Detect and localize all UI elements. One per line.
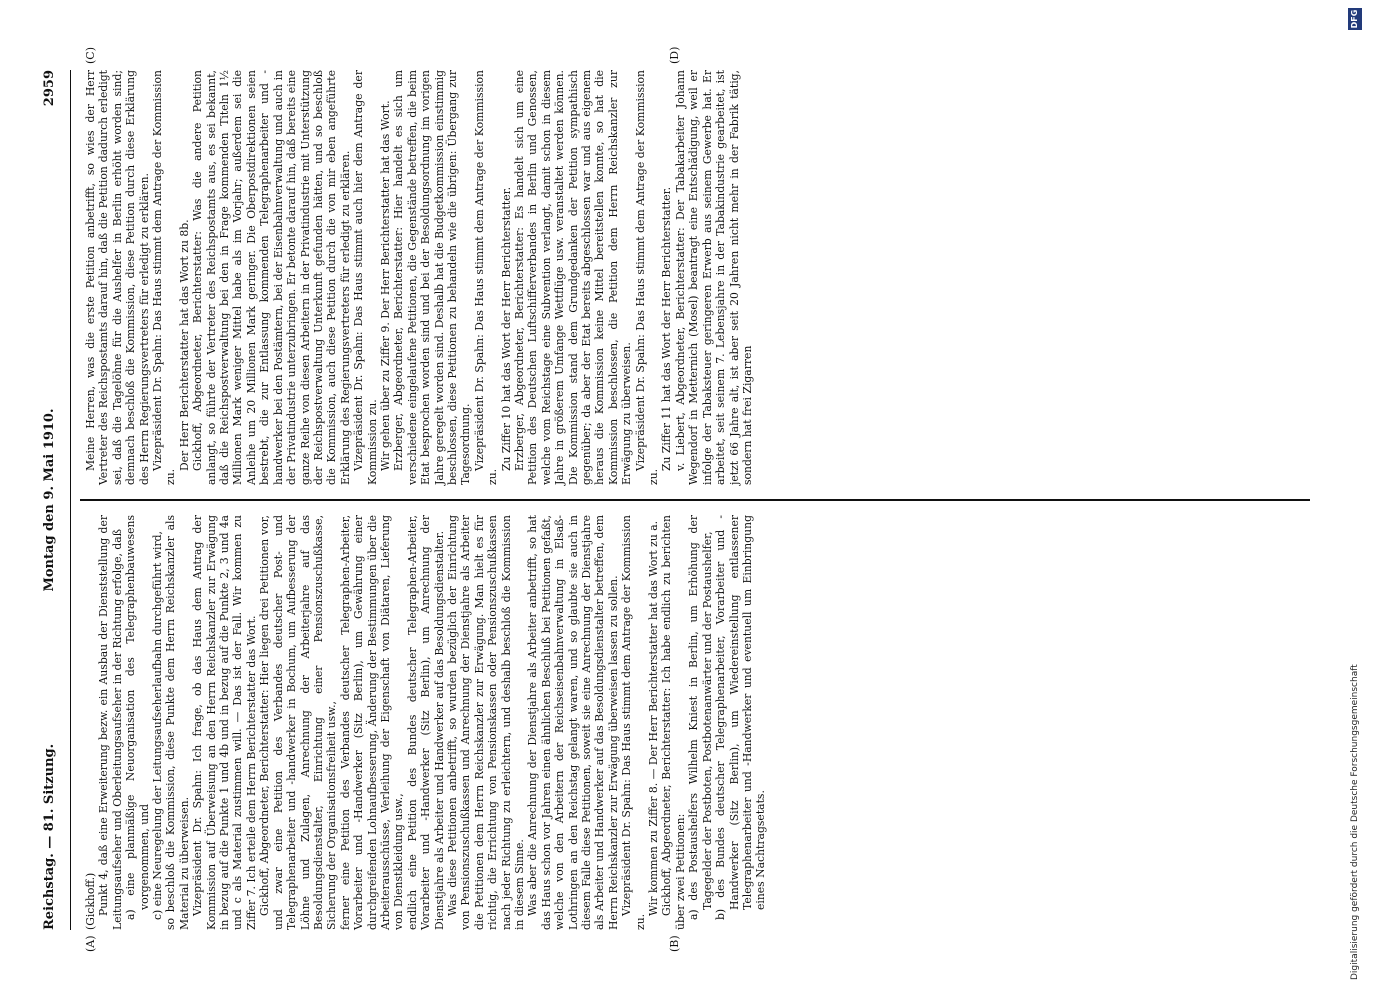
paragraph: Zu Ziffer 10 hat das Wort der Herr Berichterstatter. (499, 186, 513, 471)
paragraph: Gickhoff, Abgeordneter, Berichterstatter: Ich habe endlich zu berichten über zwei Petitionen: (660, 515, 687, 930)
paragraph: ferner eine Petition des Verbandes deutscher Telegraphen-Arbeiter, Vorarbeiter und -Handwerker (Sitz Berlin), um Gewährung einer durchgreifenden Lohnaufbesserung, Änderung der Bestimmungen über die Arbeiterausschüsse, Verleihung der Eigenschaft von Diätaren, Lieferung von Dienstkleidung usw., (338, 515, 406, 930)
paragraph: Erzberger, Abgeordneter, Berichterstatter: Hier handelt es sich um verschiedene eingelaufene Petitionen, die Gegenstände betreffen, die beim Etat besprochen worden sind und bei der Besoldungsordnung im vorigen Jahre geregelt worden sind. Deshalb hat die Budgetkommission einstimmig beschlossen, diese Petitionen zu behandeln wie die übrigen: Übergang zur Tagesordnung. (392, 70, 473, 485)
header-date: Montag den 9. Mai 1910. (42, 408, 57, 592)
paragraph: v. Liebert, Abgeordneter, Berichterstatter: Der Tabakarbeiter Johann Wegendorf in Metternich (Mosel) beantragt eine Entschädigung, weil er infolge der Tabaksteuer geringeren Erwerb aus seinem Gewerbe hat. Er arbeitet, seit seinem 7. Lebensjahre in der Tabakindustrie gearbeitet, ist jetzt 66 Jahre alt, ist aber seit 20 Jahren nicht mehr in der Fabrik tätig, sondern hat frei Zigarren (673, 70, 754, 485)
digitization-footer: Digitalisierung gefördert durch die Deutsche Forschungsgemeinschaft (1350, 664, 1360, 980)
paragraph: Wir gehen über zu Ziffer 9. Der Herr Berichterstatter hat das Wort. (378, 100, 392, 471)
paragraph: Wir kommen zu Ziffer 8. — Der Herr Berichterstatter hat das Wort zu a. (647, 520, 661, 916)
paragraph: Erzberger, Abgeordneter, Berichterstatter: Es handelt sich um eine Petition des Deutschen Luftschifferverbandes in Berlin und Genossen, welche vom Reichstage eine Subvention verlangt, damit schon in diesem Jahre in größerem Umfange Wettflüge usw. veranstaltet werden können. Die Kommission stand dem Grundgedanken der Petition sympathisch gegenüber; da aber der Etat bereits abgeschlossen war und aus eigenem heraus die Kommission keine Mittel bereitstellen konnte, so hat die Kommission beschlossen, die Petition dem Herrn Reichskanzler zur Erwägung zu überweisen. (513, 70, 634, 485)
page-number: 2959 (42, 70, 57, 107)
column-left-text (84, 515, 768, 930)
paragraph: so beschloß die Kommission, diese Punkte dem Herrn Reichskanzler als Material zu überweisen. (164, 515, 191, 930)
column-right-text (84, 70, 754, 485)
paragraph: Vizepräsident Dr. Spahn: Das Haus stimmt auch hier dem Antrage der Kommission zu. (352, 70, 379, 485)
paragraph: Zu Ziffer 11 hat das Wort der Herr Berichterstatter. (660, 186, 674, 471)
header-rule (70, 70, 71, 930)
margin-mark-a: (A) (84, 935, 97, 952)
paragraph: a) eine planmäßige Neuorganisation des Telegraphenbauwesens vorgenommen, und (124, 515, 151, 920)
column-divider (80, 499, 1310, 501)
paragraph: Vizepräsident Dr. Spahn: Das Haus stimmt dem Antrage der Kommission zu. (620, 515, 647, 930)
header-session: Reichstag. — 81. Sitzung. (42, 743, 57, 930)
paragraph: Vizepräsident Dr. Spahn: Ich frage, ob das Haus dem Antrag der Kommission auf Überweisung an den Herrn Reichskanzler zur Erwägung in bezug auf die Punkte 1 und 4b und in bezug auf die Punkte 2, 3 und 4a und c als Material zustimmen will. — Das ist der Fall. Wir kommen zu Ziffer 7. Ich erteile dem Herrn Berichterstatter das Wort. (191, 515, 258, 930)
paragraph: (Gickhoff.) (84, 872, 97, 930)
paragraph: Vizepräsident Dr. Spahn: Das Haus stimmt dem Antrage der Kommission zu. (472, 70, 500, 485)
margin-mark-b: (B) (668, 935, 681, 952)
paragraph: Vizepräsident Dr. Spahn: Das Haus stimmt dem Antrage der Kommission zu. (633, 70, 661, 485)
paragraph: Gickhoff, Abgeordneter, Berichterstatter: Was die andere Petition anlangt, so führte der Vertreter des Reichspostamts aus, es sei bekannt, daß die Reichspostverwaltung bei den in Frage kommenden Titeln 1½ Millionen Mark weniger Mittel habe als im Vorjahr; außerdem sei die Anleihe um 20 Millionen Mark geringer. Die Oberpostdirektionen seien bestrebt, die zur Entlassung kommenden Telegraphenarbeiter und -handwerker bei den Postämtern, bei der Eisenbahnverwaltung und auch in der Privatindustrie unterzubringen. Er betonte darauf hin, daß bereits eine ganze Reihe von diesen Arbeitern in der Privatindustrie mit Unterstützung der Reichspostverwaltung Unterkunft gefunden hätten, und so beschloß die Kommission, auch diese Petition durch die von mir eben angeführte Erklärung des Regierungsvertreters für erledigt zu erklären. (191, 70, 352, 485)
paragraph: a) des Postaushelfers Wilhelm Kniest in Berlin, um Erhöhung der Tagegelder der Postboten, Postbotenanwärter und der Postaushelfer, (687, 515, 714, 920)
paragraph: Punkt 4, daß eine Erweiterung bezw. ein Ausbau der Dienststellung der Leitungsaufseher und Oberleitungsaufseher in der Richtung erfolge, daß (97, 515, 124, 930)
paragraph: Vizepräsident Dr. Spahn: Das Haus stimmt dem Antrage der Kommission zu. (151, 70, 178, 485)
paragraph: Der Herr Berichterstatter hat das Wort zu 8b. (177, 219, 191, 471)
dfg-logo: DFG (1348, 8, 1362, 30)
paragraph: Gickhoff, Abgeordneter, Berichterstatter: Hier liegen drei Petitionen vor, und zwar eine Petition des Verbandes deutscher Post- und Telegraphenarbeiter und -handwerker in Bochum, um Aufbesserung der Löhne und Zulagen, Anrechnung der Arbeiterjahre auf das Besoldungsdienstalter, Einrichtung einer Pensionszuschußkasse, Sicherung der Organisationsfreiheit usw., (258, 515, 339, 930)
paragraph: endlich eine Petition des Bundes deutscher Telegraphen-Arbeiter, Vorarbeiter und -Handwerker (Sitz Berlin), um Anrechnung der Dienstjahre als Arbeiter und Handwerker auf das Besoldungsdienstalter. (405, 515, 446, 930)
paragraph: b) des Bundes deutscher Telegraphenarbeiter, Vorarbeiter und -Handwerker (Sitz Berlin), um Wiedereinstellung entlassener Telegraphenarbeiter und -Handwerker und eventuell um Einbringung eines Nachtragsetats. (714, 515, 768, 920)
page-header (42, 70, 64, 930)
margin-mark-d: (D) (668, 46, 681, 64)
paragraph: Was aber die Anrechnung der Dienstjahre als Arbeiter anbetrifft, so hat das Haus schon vor Jahren einen ähnlichen Beschluß bei Petitionen gefaßt, welche von den Arbeitern der Reichseisenbahnverwaltung in Elsaß-Lothringen an den Reichstag gelangt waren, und so glaubte sie auch in diesem Falle diese Petitionen, soweit sie eine Anrechnung der Dienstjahre als Arbeiter und Handwerker auf das Besoldungsdienstalter betreffen, dem Herrn Reichskanzler zur Erwägung überweisen lassen zu sollen. (526, 515, 620, 930)
paragraph: c) eine Neuregelung der Leitungsaufseherlaufbahn durchgeführt wird, (151, 531, 165, 920)
margin-mark-c: (C) (84, 47, 97, 64)
paragraph: Meine Herren, was die erste Petition anbetrifft, so wies der Herr Vertreter des Reichspostamts darauf hin, daß die Petition dadurch erledigt sei, daß die Tagelöhne für die Aushelfer in Berlin erhöht worden sind; demnach beschloß die Kommission, diese Petition durch diese Erklärung des Herrn Regierungsvertreters für erledigt zu erklären. (84, 70, 151, 485)
paragraph: Was diese Petitionen anbetrifft, so wurden bezüglich der Einrichtung von Pensionszuschußkassen und Anrechnung der Dienstjahre als Arbeiter die Petitionen dem Herrn Reichskanzler zur Erwägung. Man hielt es für richtig, die Errichtung von Pensionskassen oder Pensionszuschußkassen nach jeder Richtung zu erleichtern, und deshalb beschloß die Kommission in diesem Sinne. (445, 515, 526, 930)
